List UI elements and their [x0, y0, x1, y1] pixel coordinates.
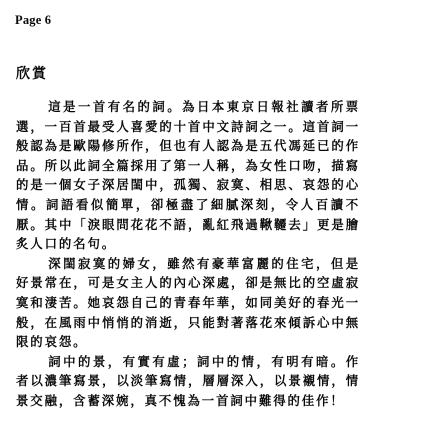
paragraph-3: 詞中的景，有實有虛；詞中的情，有明有暗。作者以濃筆寫景，以淡筆寫情，層層深入，以景襯情，情景交融，含蓄深婉，真不愧為一首詞中難得的佳作！ — [16, 353, 360, 408]
section-heading: 欣賞 — [16, 66, 48, 82]
paragraph-1: 這是一首有名的詞。為日本東京日報社讀者所票選，一百首最受人喜愛的十首中文詩詞之一。這首詞一般認為是歐陽修所作，但也有人認為是五代馮延已的作品。所以此詞全篇採用了第一人稱，為女性口吻，描寫的是一個女子深居閨中，孤獨、寂寞、相思、哀怨的心情。詞語看似簡單，卻極盡了細膩深刻，令人百讀不厭。其中「淚眼問花花不語，亂紅飛過鞦韆去」更是膾炙人口的名句。 — [16, 99, 360, 252]
paragraph-2: 深閨寂寞的婦女，雖然有豪華富麗的住宅，但是好景常在，可是女主人的內心深處，卻是無比的空虛寂寞和淒苦。她哀怨自己的青春年華，如同美好的春光一般，在風雨中悄悄的消逝，只能對著落花來傾訴心中無限的哀怨。 — [16, 255, 360, 350]
body-text — [16, 97, 360, 411]
page-label: Page 6 — [15, 13, 52, 27]
